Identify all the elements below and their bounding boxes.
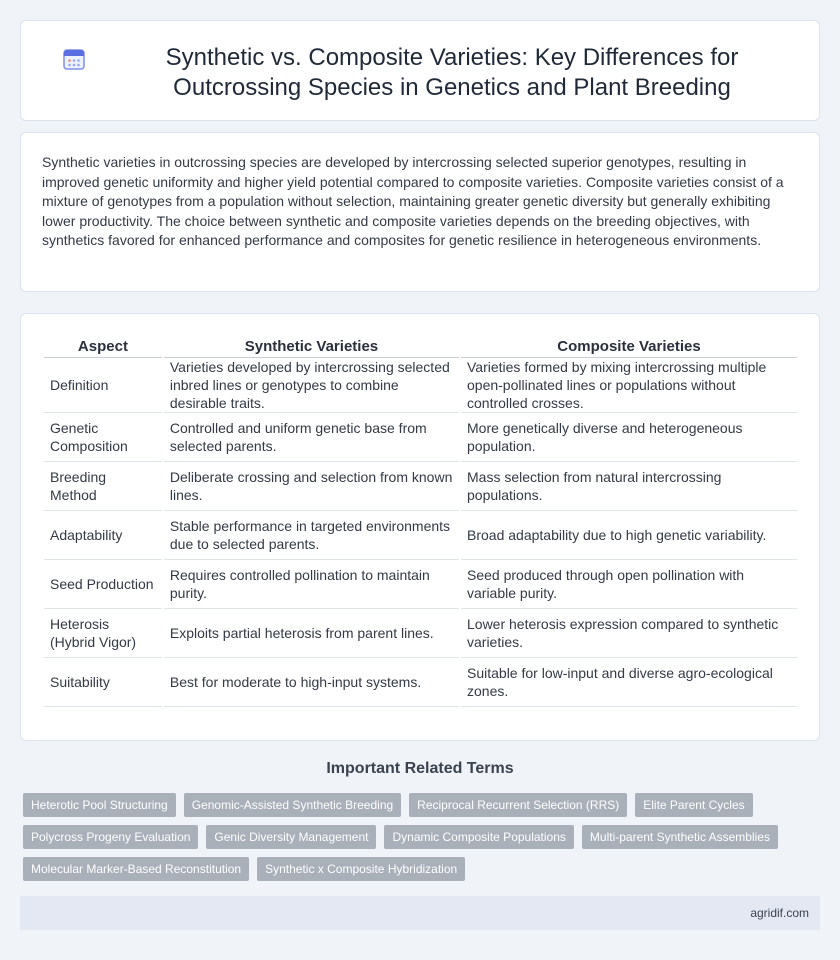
related-term-tag[interactable]: Reciprocal Recurrent Selection (RRS) [409, 793, 627, 817]
table-header-row [44, 334, 797, 358]
related-term-tag[interactable]: Genic Diversity Management [206, 825, 376, 849]
title-card [20, 20, 820, 121]
composite-cell: More genetically diverse and heterogeneous population. [461, 413, 797, 462]
related-terms-list [23, 793, 783, 881]
aspect-cell: Heterosis (Hybrid Vigor) [44, 609, 162, 658]
aspect-cell: Genetic Composition [44, 413, 162, 462]
composite-cell: Suitable for low-input and diverse agro-ecological zones. [461, 658, 797, 707]
intro-card [20, 132, 820, 292]
synthetic-cell: Controlled and uniform genetic base from selected parents. [164, 413, 459, 462]
related-term-tag[interactable]: Synthetic x Composite Hybridization [257, 857, 465, 881]
synthetic-cell: Best for moderate to high-input systems. [164, 658, 459, 707]
related-term-tag[interactable]: Genomic-Assisted Synthetic Breeding [184, 793, 401, 817]
synthetic-cell: Exploits partial heterosis from parent lines. [164, 609, 459, 658]
synthetic-cell: Varieties developed by intercrossing selected inbred lines or genotypes to combine desirable traits. [164, 358, 459, 413]
footer [20, 896, 820, 930]
table-row [44, 358, 797, 413]
related-terms-heading: Important Related Terms [326, 760, 514, 777]
table-row [44, 413, 797, 462]
page-title: Synthetic vs. Composite Varieties: Key Differences for Outcrossing Species in Genetics and Plant Breeding [165, 44, 739, 101]
composite-cell: Varieties formed by mixing intercrossing multiple open-pollinated lines or populations without controlled crosses. [461, 358, 797, 413]
composite-cell: Lower heterosis expression compared to synthetic varieties. [461, 609, 797, 658]
aspect-cell: Adaptability [44, 511, 162, 560]
table-row [44, 609, 797, 658]
table-row [44, 511, 797, 560]
composite-cell: Seed produced through open pollination with variable purity. [461, 560, 797, 609]
table-row [44, 658, 797, 707]
calendar-icon [61, 46, 87, 72]
synthetic-cell: Requires controlled pollination to maintain purity. [164, 560, 459, 609]
related-term-tag[interactable]: Multi-parent Synthetic Assemblies [582, 825, 778, 849]
composite-cell: Mass selection from natural intercrossing populations. [461, 462, 797, 511]
comparison-table [42, 334, 799, 707]
related-term-tag[interactable]: Heterotic Pool Structuring [23, 793, 176, 817]
aspect-cell: Seed Production [44, 560, 162, 609]
table-row [44, 462, 797, 511]
aspect-cell: Suitability [44, 658, 162, 707]
related-term-tag[interactable]: Molecular Marker-Based Reconstitution [23, 857, 249, 881]
intro-paragraph: Synthetic varieties in outcrossing species are developed by intercrossing selected superior genotypes, resulting in improved genetic uniformity and higher yield potential compared to composite varieties. Composite varieties consist of a mixture of genotypes from a population without selection, maintaining greater genetic diversity but generally exhibiting lower productivity. The choice between synthetic and composite varieties depends on the breeding objectives, with synthetics favored for enhanced performance and composites for genetic resilience in heterogeneous environments. [42, 154, 784, 248]
aspect-cell: Definition [44, 358, 162, 413]
synthetic-cell: Stable performance in targeted environments due to selected parents. [164, 511, 459, 560]
column-header-synthetic: Synthetic Varieties [164, 334, 459, 358]
comparison-card [20, 313, 820, 741]
related-term-tag[interactable]: Elite Parent Cycles [635, 793, 752, 817]
composite-cell: Broad adaptability due to high genetic variability. [461, 511, 797, 560]
table-row [44, 560, 797, 609]
column-header-aspect: Aspect [44, 334, 162, 358]
related-term-tag[interactable]: Dynamic Composite Populations [384, 825, 573, 849]
synthetic-cell: Deliberate crossing and selection from known lines. [164, 462, 459, 511]
footer-site-link[interactable]: agridif.com [750, 906, 809, 920]
aspect-cell: Breeding Method [44, 462, 162, 511]
column-header-composite: Composite Varieties [461, 334, 797, 358]
related-term-tag[interactable]: Polycross Progeny Evaluation [23, 825, 198, 849]
